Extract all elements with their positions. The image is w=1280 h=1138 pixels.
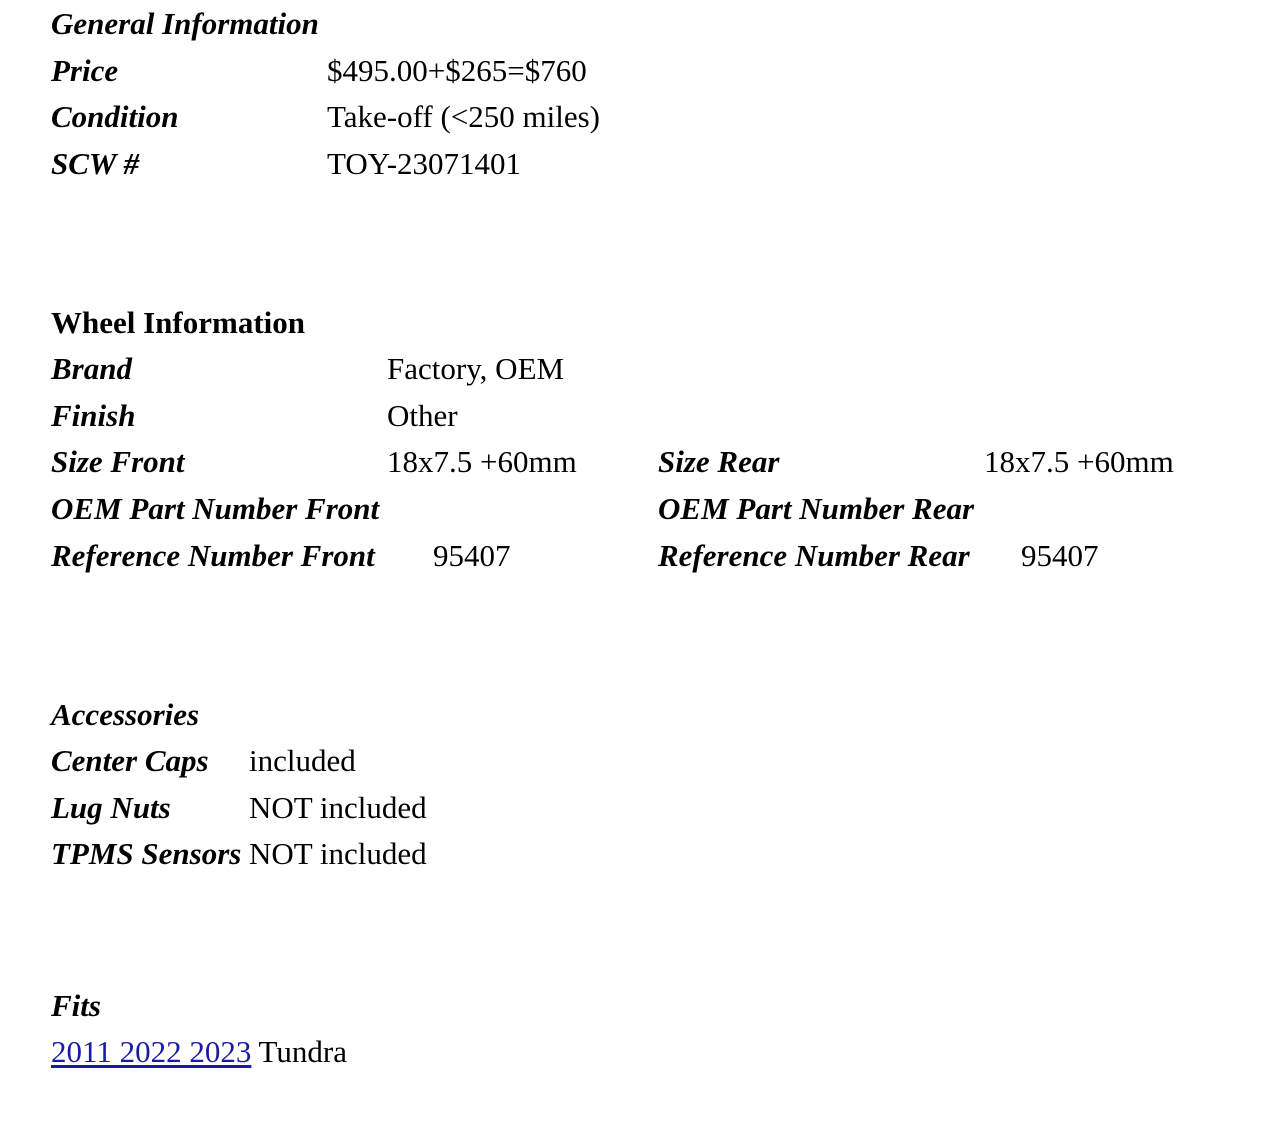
center-caps-label: Center Caps [51, 743, 209, 778]
reference-front-label: Reference Number Front [51, 538, 375, 573]
reference-rear-label: Reference Number Rear [658, 538, 970, 573]
tpms-label: TPMS Sensors [51, 836, 242, 871]
condition-label: Condition [51, 99, 179, 134]
size-rear-value: 18x7.5 +60mm [984, 444, 1174, 479]
lug-nuts-value: NOT included [249, 790, 427, 825]
fits-model: Tundra [251, 1034, 347, 1069]
brand-label: Brand [51, 351, 132, 386]
scw-value: TOY-23071401 [327, 146, 522, 181]
reference-front-value: 95407 [433, 538, 511, 573]
size-rear-label: Size Rear [658, 444, 780, 479]
fits-line [51, 1036, 347, 1067]
oem-part-front-label: OEM Part Number Front [51, 491, 380, 526]
oem-part-rear-label: OEM Part Number Rear [658, 491, 975, 526]
price-value: $495.00+$265=$760 [327, 53, 587, 88]
center-caps-value: included [249, 743, 356, 778]
lug-nuts-label: Lug Nuts [51, 790, 171, 825]
tpms-value: NOT included [249, 836, 427, 871]
accessories-heading: Accessories [51, 697, 200, 732]
reference-rear-value: 95407 [1021, 538, 1099, 573]
finish-value: Other [387, 398, 458, 433]
scw-label: SCW # [51, 146, 140, 181]
condition-value: Take-off (<250 miles) [327, 99, 600, 134]
wheel-info-heading: Wheel Information [51, 305, 306, 340]
fits-heading: Fits [51, 988, 101, 1023]
finish-label: Finish [51, 398, 136, 433]
fits-years-link[interactable]: 2011 2022 2023 [51, 1034, 252, 1069]
price-label: Price [51, 53, 119, 88]
general-info-heading: General Information [51, 6, 319, 41]
size-front-value: 18x7.5 +60mm [387, 444, 577, 479]
brand-value: Factory, OEM [387, 351, 565, 386]
size-front-label: Size Front [51, 444, 185, 479]
